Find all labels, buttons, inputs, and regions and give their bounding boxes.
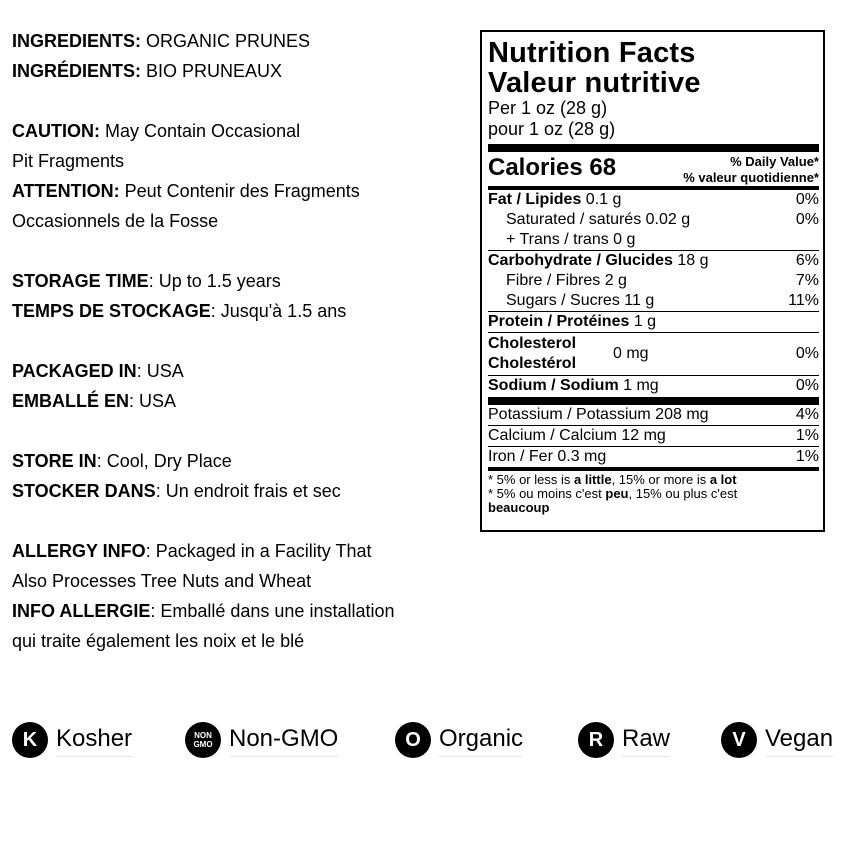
organic-icon: O (395, 722, 431, 758)
footnote-fr: * 5% ou moins c'est peu, 15% ou plus c'est (488, 486, 738, 501)
caution-line-2: Pit Fragments (12, 151, 125, 171)
cholesterol-row: Cholesterol Cholestérol 0 mg 0% (488, 335, 819, 372)
non-gmo-label: Non-GMO (229, 724, 338, 757)
vegan-badge (721, 718, 833, 762)
fat-row: Fat / Lipides 0.1 g 0% (488, 191, 819, 208)
ingredients-line: INGREDIENTS: ORGANIC PRUNES (12, 31, 311, 51)
protein-row: Protein / Protéines 1 g (488, 313, 657, 330)
iron-row: Iron / Fer 0.3 mg 1% (488, 448, 819, 465)
allergie-line: INFO ALLERGIE: Emballé dans une installation (12, 601, 395, 621)
kosher-badge (12, 718, 132, 762)
vegan-label: Vegan (765, 724, 833, 757)
nutrition-title-fr: Valeur nutritive (488, 67, 701, 99)
stockage-line: TEMPS DE STOCKAGE: Jusqu'à 1.5 ans (12, 301, 347, 321)
footnote (488, 473, 819, 515)
saturated-row: Saturated / saturés 0.02 g 0% (506, 211, 819, 228)
footnote-en: * 5% or less is a little, 15% or more is a lot (488, 472, 737, 487)
raw-icon: R (578, 722, 614, 758)
vegan-icon: V (721, 722, 757, 758)
fibre-row: Fibre / Fibres 2 g 7% (506, 272, 819, 289)
attention-line-2: Occasionnels de la Fosse (12, 211, 219, 231)
organic-badge (395, 718, 523, 762)
footnote-fr-2: beaucoup (488, 500, 550, 515)
divider-medium-2 (488, 467, 819, 471)
packaged-in-line: PACKAGED IN: USA (12, 361, 184, 381)
kosher-icon: K (12, 722, 48, 758)
calcium-row: Calcium / Calcium 12 mg 1% (488, 427, 819, 444)
nutrition-title-en: Nutrition Facts (488, 37, 696, 69)
stocker-line: STOCKER DANS: Un endroit frais et sec (12, 481, 341, 501)
attention-line: ATTENTION: Peut Contenir des Fragments (12, 181, 360, 201)
potassium-row: Potassium / Potassium 208 mg 4% (488, 406, 819, 423)
calories-row (488, 152, 819, 186)
store-in-line: STORE IN: Cool, Dry Place (12, 451, 232, 471)
ingredients-fr-line: INGRÉDIENTS: BIO PRUNEAUX (12, 61, 283, 81)
product-info (12, 26, 472, 656)
serving-size-en: Per 1 oz (28 g) (488, 98, 608, 118)
non-gmo-icon: NON GMO (185, 722, 221, 758)
emballe-line: EMBALLÉ EN: USA (12, 391, 177, 411)
storage-time-line: STORAGE TIME: Up to 1.5 years (12, 271, 281, 291)
caution-line: CAUTION: May Contain Occasional (12, 121, 301, 141)
divider-thick-2 (488, 397, 819, 405)
carbohydrate-row: Carbohydrate / Glucides 18 g 6% (488, 252, 819, 269)
allergy-info-line: ALLERGY INFO: Packaged in a Facility That (12, 541, 372, 561)
kosher-label: Kosher (56, 724, 132, 757)
daily-value-header: % Daily Value* % valeur quotidienne* (683, 154, 819, 185)
calories-value: Calories 68 (488, 154, 617, 181)
non-gmo-badge (185, 718, 338, 762)
allergie-line-2: qui traite également les noix et le blé (12, 631, 305, 651)
nutrition-facts-panel (480, 30, 825, 532)
raw-badge (578, 718, 670, 762)
trans-row: + Trans / trans 0 g (506, 231, 636, 248)
divider-thick (488, 144, 819, 152)
serving-size-fr: pour 1 oz (28 g) (488, 119, 616, 139)
raw-label: Raw (622, 724, 670, 757)
sodium-row: Sodium / Sodium 1 mg 0% (488, 377, 819, 394)
organic-label: Organic (439, 724, 523, 757)
sugars-row: Sugars / Sucres 11 g 11% (506, 292, 819, 309)
allergy-info-line-2: Also Processes Tree Nuts and Wheat (12, 571, 312, 591)
